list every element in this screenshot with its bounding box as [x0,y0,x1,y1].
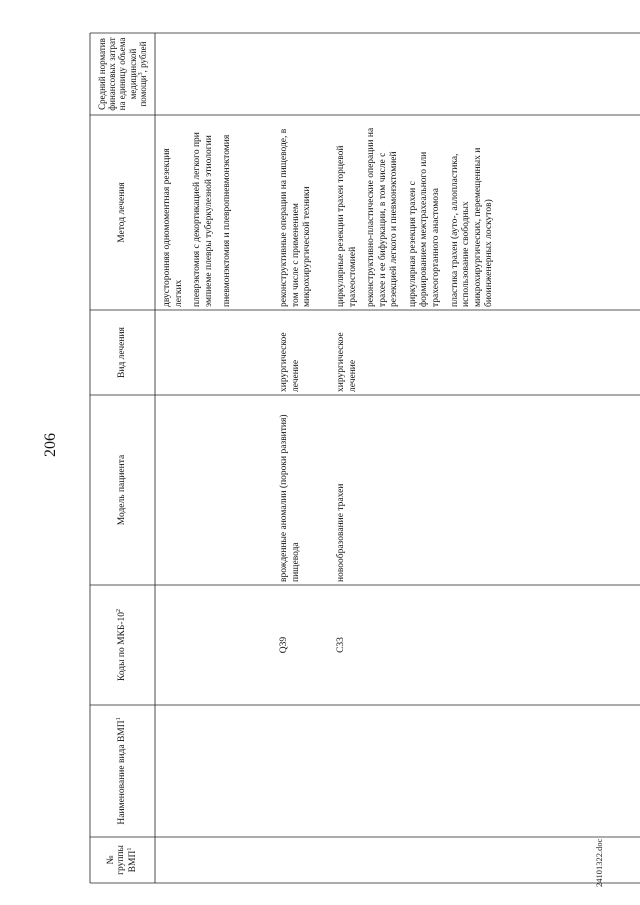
header-icd-codes [90,585,155,705]
header-vmp-name-footnote: 1 [116,717,123,721]
table-row-1-type: хирургическое лечение [279,332,301,392]
document-id: 24101322.doc [594,838,604,887]
header-avg-cost [90,33,155,115]
header-icd-codes-text: Коды по МКБ-10 [117,611,128,682]
table-row-1-code: Q39 [279,636,289,654]
method-item: циркулярная резекция трахеи с формированием межтрахеального или трахеогортанного анастомоза [407,151,442,307]
table-row-2-code: C33 [336,637,346,653]
header-avg-cost-text: Средний норматив финансовых затрат на единицу объема медицинской помощи [96,37,149,111]
table-row-0-methods [162,119,241,307]
header-icd-codes-footnote: 2 [116,608,123,612]
method-item: пневмонэктомия и плевропневмонэктомия [222,134,233,307]
header-avg-cost-unit: , рублей [138,41,149,73]
header-treatment-type: Вид лечения [117,327,128,378]
header-group-no [90,837,155,883]
table-row-1-methods [279,119,321,307]
header-treatment-method: Метод лечения [117,182,128,243]
method-item: циркулярные резекции трахеи торцевой трахеостомией [336,145,358,307]
table-row-1-model: врожденные аномалии (пороки развития) пищевода [279,414,301,582]
table-row-2-model: новообразование трахеи [336,483,346,582]
header-group-no-footnote: 1 [127,847,134,851]
header-vmp-name-text: Наименование вида ВМП [117,720,128,825]
page-number: 206 [42,433,59,457]
table-row-2-methods [336,119,503,307]
method-item: плеврэктомия с декортикацией легкого при эмпиеме плевры туберкулезной этиологии [192,132,214,307]
header-patient-model: Модель пациента [117,454,128,526]
header-group-no-text: № группы ВМП [105,845,139,875]
table-row-2-type: хирургическое лечение [336,332,358,392]
header-avg-cost-footnote: 3 [138,72,145,76]
method-item: реконструктивные операции на пищеводе, в том числе с применением микрохирургической техники [279,128,313,307]
method-item: пластика трахеи (ауто-, аллопластика, использование свободных микрохирургических, перемещенных и биоинженерных лоскутов) [449,147,495,307]
method-item: двусторонняя одномоментная резекция легких [162,148,184,307]
header-vmp-name [90,705,155,837]
method-item: реконструктивно-пластические операции на трахее и ее бифуркации, в том числе с резекцией легкого и пневмонэктомией [366,127,400,307]
